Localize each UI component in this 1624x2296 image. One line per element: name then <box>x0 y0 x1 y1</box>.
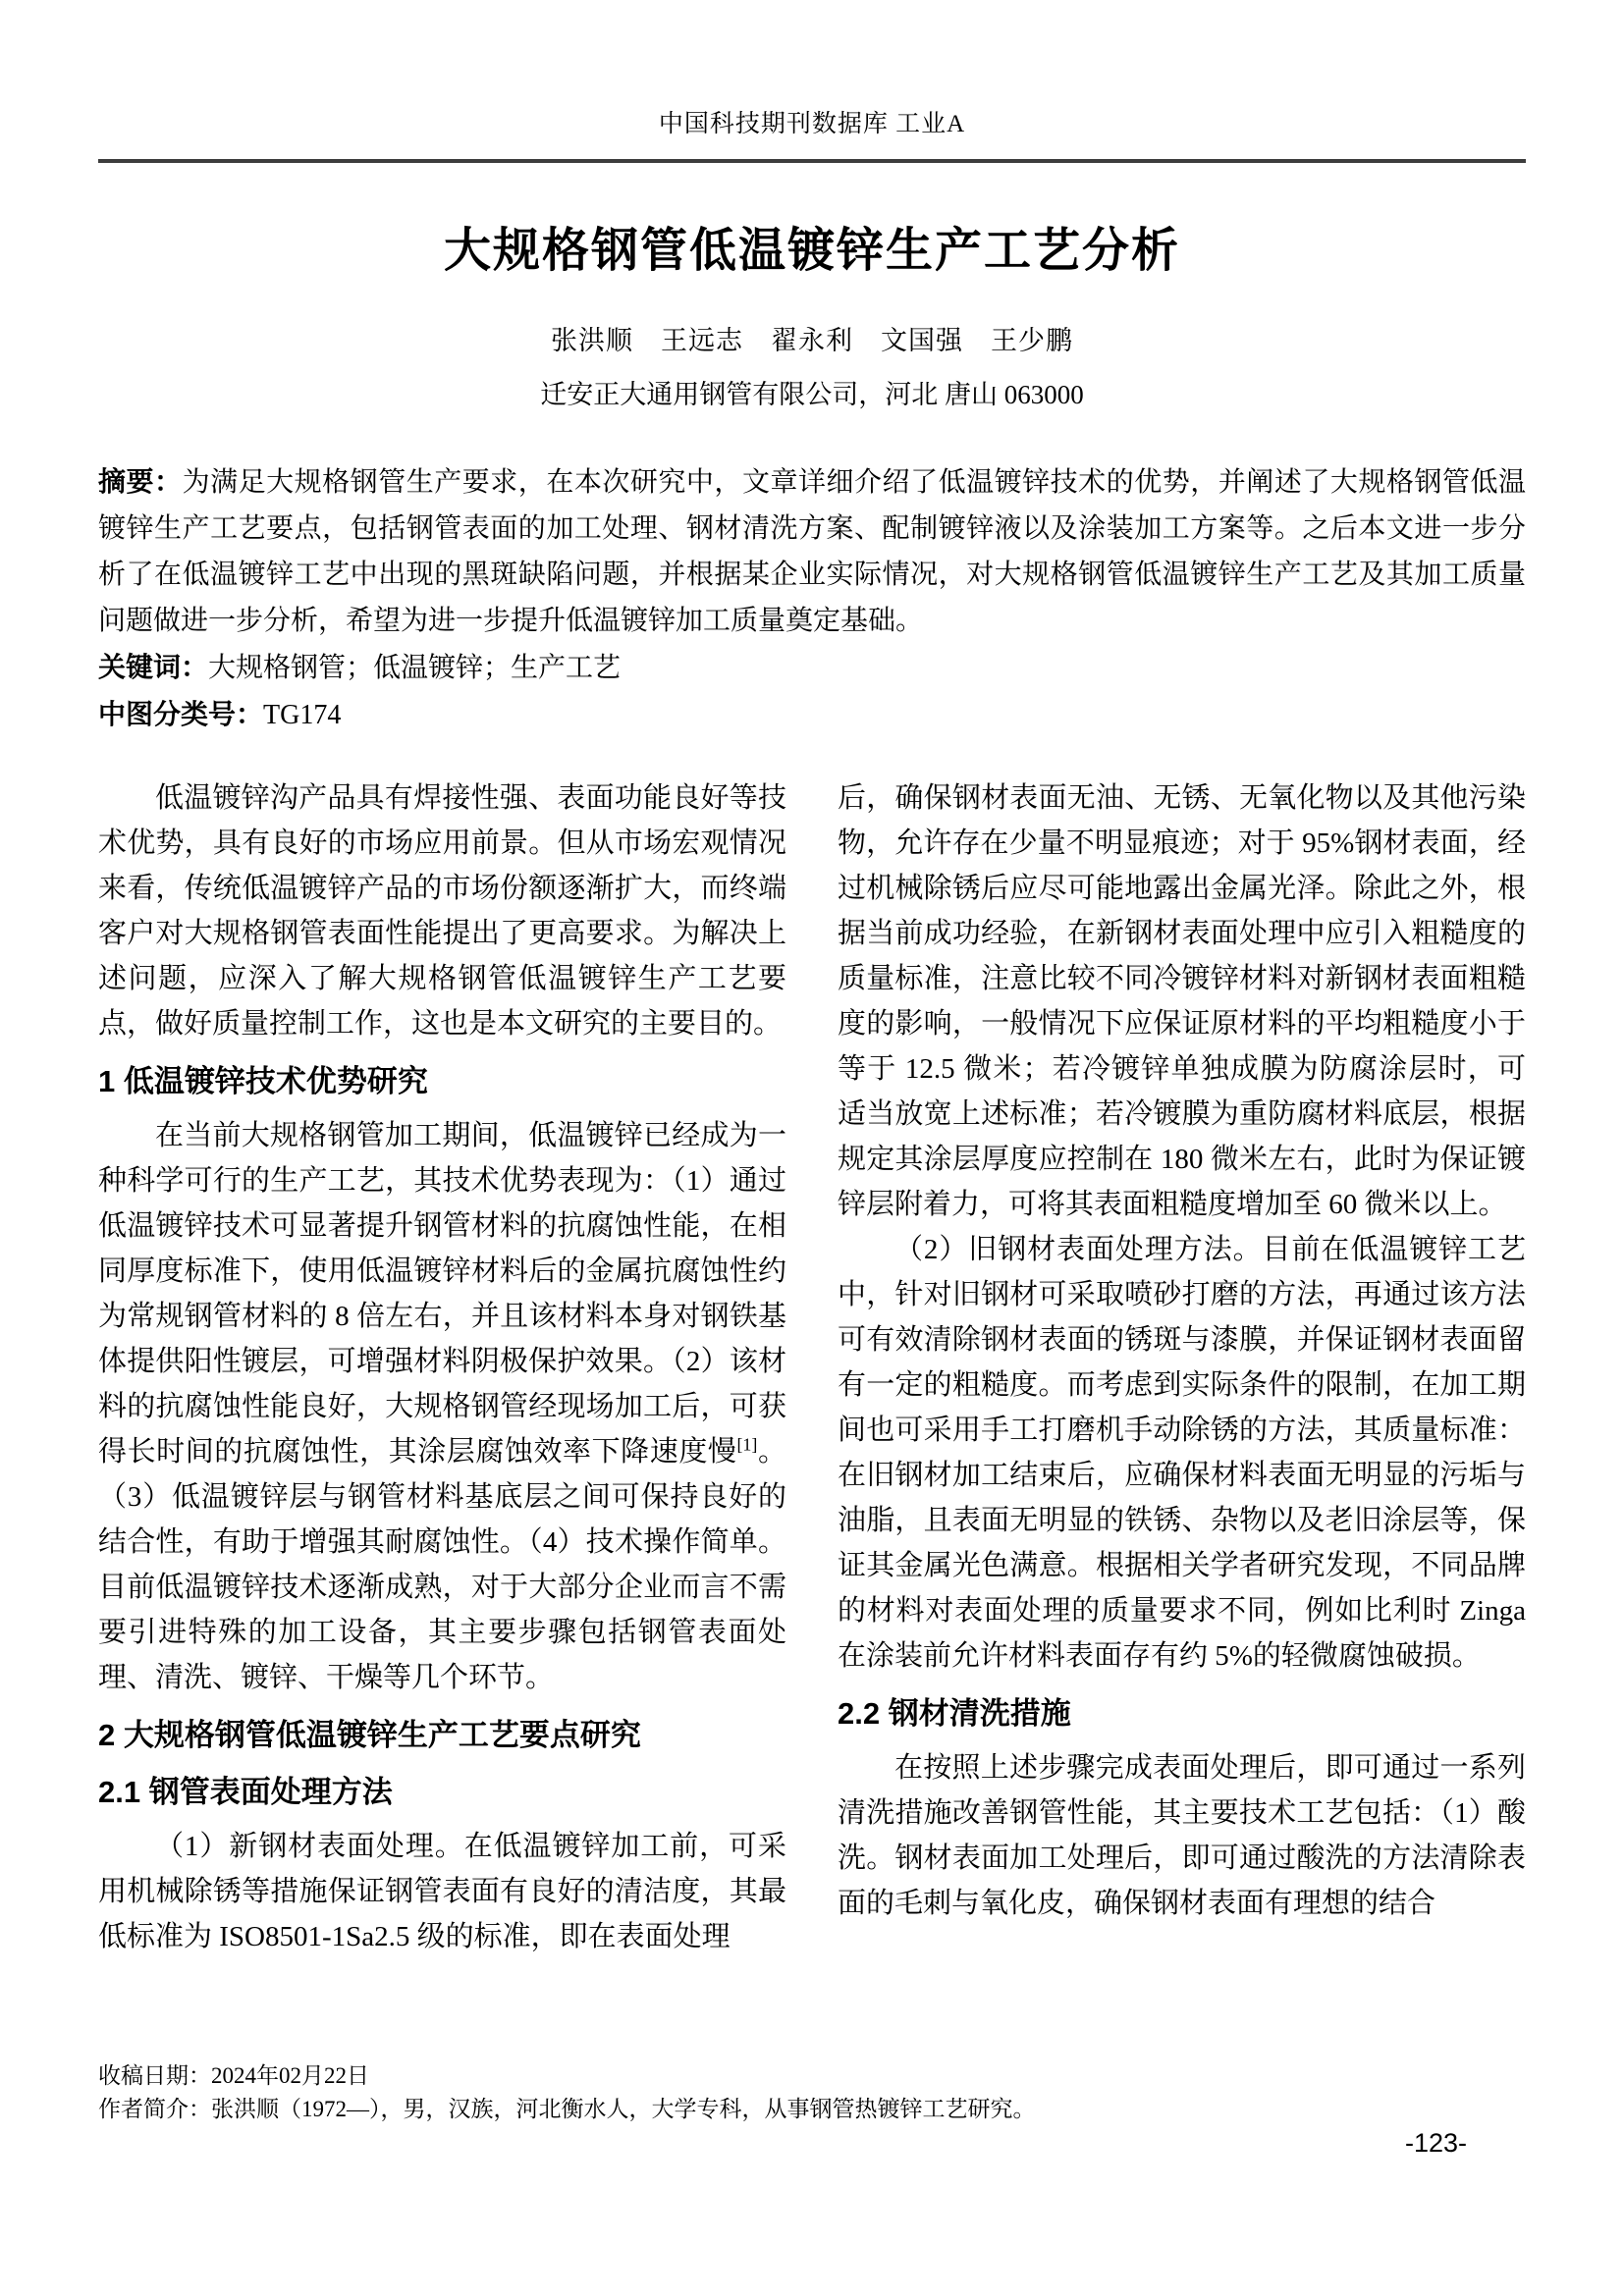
keywords-text: 大规格钢管；低温镀锌；生产工艺 <box>208 653 622 683</box>
keywords-label: 关键词： <box>98 652 209 682</box>
journal-header: 中国科技期刊数据库 工业A <box>658 111 966 137</box>
abstract-label: 摘要： <box>98 466 183 497</box>
abstract-paragraph <box>98 458 1526 644</box>
affiliation-line: 迁安正大通用钢管有限公司，河北 唐山 063000 <box>540 380 1084 409</box>
clc-text: TG174 <box>263 700 342 730</box>
section-1-paragraph <box>98 1113 786 1700</box>
body-columns <box>98 775 1526 1959</box>
section-2-1-paragraph: （1）新钢材表面处理。在低温镀锌加工前，可采用机械除锈等措施保证钢管表面有良好的清洁度，其最低标准为 ISO8501-1Sa2.5 级的标准，即在表面处理 <box>98 1831 786 1952</box>
section-2-2-heading: 2.2 钢材清洗措施 <box>838 1696 1071 1731</box>
keywords-line <box>98 644 1526 691</box>
frontmatter <box>98 458 1526 738</box>
clc-line <box>98 691 1526 738</box>
received-date-line <box>98 2059 1526 2093</box>
received-date-label: 收稿日期： <box>98 2063 211 2088</box>
section-2-1-heading: 2.1 钢管表面处理方法 <box>98 1775 393 1809</box>
author-bio-text: 张洪顺（1972—），男，汉族，河北衡水人，大学专科，从事钢管热镀锌工艺研究。 <box>211 2097 1036 2121</box>
authors-line: 张洪顺 王远志 翟永利 文国强 王少鹏 <box>551 326 1073 355</box>
abstract-text: 为满足大规格钢管生产要求，在本次研究中，文章详细介绍了低温镀锌技术的优势，并阐述了大规格钢管低温镀锌生产工艺要点，包括钢管表面的加工处理、钢材清洗方案、配制镀锌液以及涂装加工方案等。之后本文进一步分析了在低温镀锌工艺中出现的黑斑缺陷问题，并根据某企业实际情况，对大规格钢管低温镀锌生产工艺及其加工质量问题做进一步分析，希望为进一步提升低温镀锌加工质量奠定基础。 <box>98 467 1526 636</box>
header-rule <box>98 159 1526 163</box>
footnote-block <box>98 2059 1526 2126</box>
received-date-value: 2024年02月22日 <box>211 2063 369 2088</box>
section-1-heading: 1 低温镀锌技术优势研究 <box>98 1064 428 1098</box>
old-steel-treatment-paragraph: （2）旧钢材表面处理方法。目前在低温镀锌工艺中，针对旧钢材可采取喷砂打磨的方法，再通过该方法可有效清除钢材表面的锈斑与漆膜，并保证钢材表面留有一定的粗糙度。而考虑到实际条件的限制，在加工期间也可采用手工打磨机手动除锈的方法，其质量标准：在旧钢材加工结束后，应确保材料表面无明显的污垢与油脂，且表面无明显的铁锈、杂物以及老旧涂层等，保证其金属光色满意。根据相关学者研究发现，不同品牌的材料对表面处理的质量要求不同，例如比利时 Zinga 在涂装前允许材料表面存有约 5%的轻微腐蚀破损。 <box>838 1234 1526 1672</box>
right-column <box>838 775 1526 1959</box>
surface-treatment-continued-paragraph: 后，确保钢材表面无油、无锈、无氧化物以及其他污染物，允许存在少量不明显痕迹；对于 95%钢材表面，经过机械除锈后应尽可能地露出金属光泽。除此之外，根据当前成功经验，在新钢材表面处理中应引入粗糙度的质量标准，注意比较不同冷镀锌材料对新钢材表面粗糙度的影响，一般情况下应保证原材料的平均粗糙度小于等于 12.5 微米；若冷镀锌单独成膜为防腐涂层时，可适当放宽上述标准；若冷镀膜为重防腐材料底层，根据规定其涂层厚度应控制在 180 微米左右，此时为保证镀锌层附着力，可将其表面粗糙度增加至 60 微米以上。 <box>838 782 1526 1220</box>
author-bio-line <box>98 2093 1526 2126</box>
section-2-2-paragraph: 在按照上述步骤完成表面处理后，即可通过一系列清洗措施改善钢管性能，其主要技术工艺包括：（1）酸洗。钢材表面加工处理后，即可通过酸洗的方法清除表面的毛刺与氧化皮，确保钢材表面有理想的结合 <box>838 1752 1526 1919</box>
left-column <box>98 775 786 1959</box>
paper-title: 大规格钢管低温镀锌生产工艺分析 <box>443 225 1180 277</box>
intro-paragraph: 低温镀锌沟产品具有焊接性强、表面功能良好等技术优势，具有良好的市场应用前景。但从市场宏观情况来看，传统低温镀锌产品的市场份额逐渐扩大，而终端客户对大规格钢管表面性能提出了更高要求。为解决上述问题，应深入了解大规格钢管低温镀锌生产工艺要点，做好质量控制工作，这也是本文研究的主要目的。 <box>98 782 786 1040</box>
section-1-text-a: 在当前大规格钢管加工期间，低温镀锌已经成为一种科学可行的生产工艺，其技术优势表现为：（1）通过低温镀锌技术可显著提升钢管材料的抗腐蚀性能，在相同厚度标准下，使用低温镀锌材料后的金属抗腐蚀性约为常规钢管材料的 8 倍左右，并且该材料本身对钢铁基体提供阳性镀层，可增强材料阴极保护效果。（2）该材料的抗腐蚀性能良好，大规格钢管经现场加工后，可获得长时间的抗腐蚀性，其涂层腐蚀效率下降速度慢 <box>98 1120 786 1468</box>
clc-label: 中图分类号： <box>98 699 264 729</box>
page-number: -123- <box>1404 2128 1467 2158</box>
author-bio-label: 作者简介： <box>98 2097 211 2121</box>
section-1-text-b: 。（3）低温镀锌层与钢管材料基底层之间可保持良好的结合性，有助于增强其耐腐蚀性。（4）技术操作简单。目前低温镀锌技术逐渐成熟，对于大部分企业而言不需要引进特殊的加工设备，其主要步骤包括钢管表面处理、清洗、镀锌、干燥等几个环节。 <box>98 1436 786 1693</box>
section-2-heading: 2 大规格钢管低温镀锌生产工艺要点研究 <box>98 1718 641 1752</box>
reference-1-marker: [1] <box>736 1434 758 1455</box>
